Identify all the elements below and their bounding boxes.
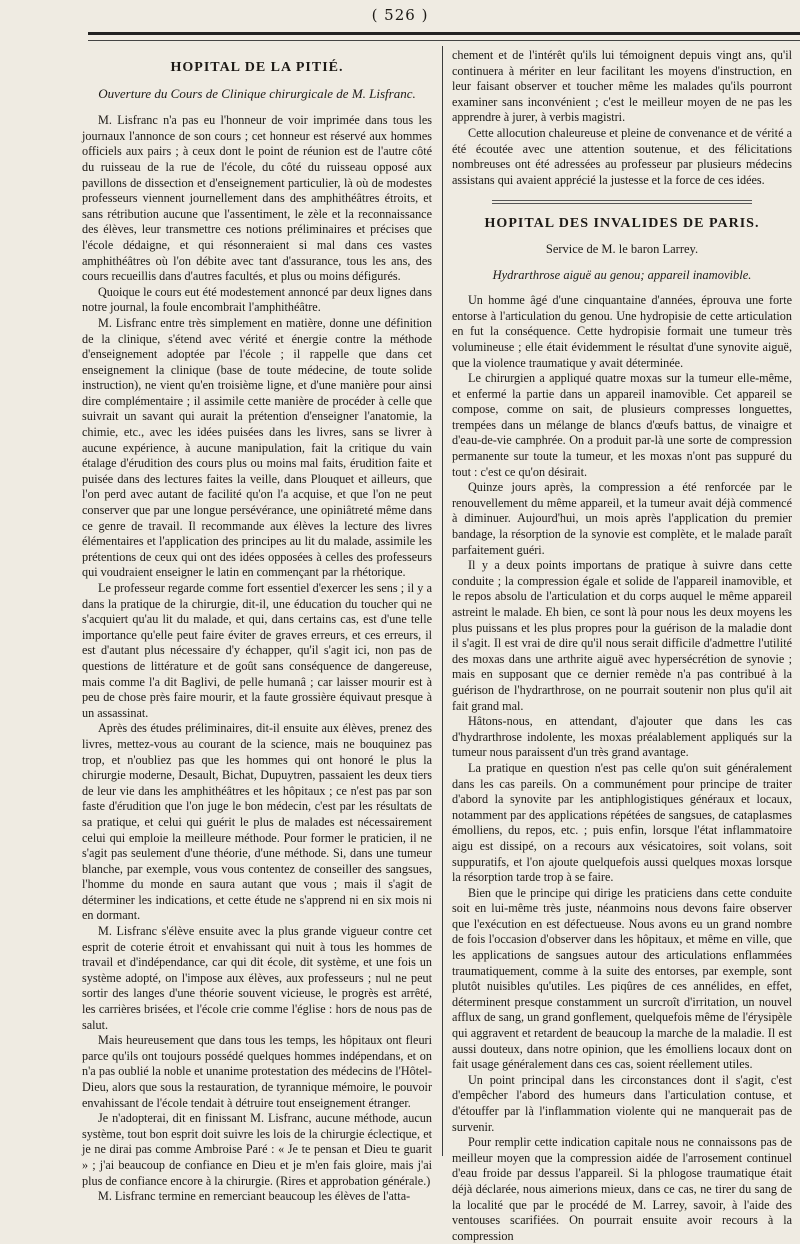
left-column bbox=[82, 52, 432, 1204]
article-title-pitie: HOPITAL DE LA PITIÉ. bbox=[170, 60, 344, 75]
paragraph: M. Lisfranc s'élève ensuite avec la plus grande vigueur contre cet esprit de coterie étroit et envahissant qui nuit à tous les hommes de travail et d'indépendance, car qui dit école, dit système, et une fois un système adopté, on l'impose aux élèves, aux professeurs ; nul ne peut sortir des langes d'une théorie souvent vicieuse, le progrès est arrêté, les carrières brisées, et l'école crie comme l'église : hors de nous pas de salut. bbox=[82, 924, 432, 1032]
article-subtitle-pitie: Ouverture du Cours de Clinique chirurgicale de M. Lisfranc. bbox=[98, 85, 416, 101]
paragraph: Mais heureusement que dans tous les temps, les hôpitaux ont fleuri parce qu'ils ont toujours possédé quelques hommes indépendans, et on n'a pas oublié la noble et unanime protestation des médecins de l'Hôtel-Dieu, alors que sous la restauration, de tyrannique mémoire, le pouvoir envahissant de l'école tendait à détruire tout enseignement étranger. bbox=[82, 1033, 432, 1110]
paragraph: M. Lisfranc termine en remerciant beaucoup les élèves de l'atta- bbox=[98, 1189, 411, 1204]
paragraph: Un homme âgé d'une cinquantaine d'années, éprouva une forte entorse à l'articulation du genou. Une hydropisie de cette articulation en fut la conséquence. Cette hydropisie formait une tumeur très volumineuse ; elle était évidemment le résultat d'une synovite aiguë, que la violence traumatique y avait déterminée. bbox=[452, 293, 792, 370]
paragraph: Il y a deux points importans de pratique à suivre dans cette conduite ; la compression égale et solide de l'appareil inamovible, et le repos absolu de l'articulation et du corps auquel le même appareil astreint le malade. Eh bien, ce sont là pour nous les deux moyens les plus puissans et les plus propres pour la guérison de la maladie dont il s'agit. Il est vrai de dire qu'il nous serait difficile d'admettre l'utilité des moxas dans une arthrite aiguë avec hypersécrétion de synovie ; mais en supposant que ce dernier remède n'a pas contribué à la guérison de l'hydrarthrose, on ne pourrait soutenir non plus qu'il ait fait grand mal. bbox=[452, 558, 792, 713]
paragraph: Pour remplir cette indication capitale nous ne connaissons pas de meilleur moyen que la compression aidée de l'arrosement continuel d'eau froide par dessus l'appareil. Si la phlogose traumatique était déjà déclarée, nous aimerions mieux, dans ce cas, ne tirer du sang de la localité que par le procédé de M. Larrey, savoir, à l'aide des ventouses scarifiées. On pourrait ensuite avoir recours à la compression bbox=[452, 1135, 792, 1243]
column-divider bbox=[442, 46, 443, 1156]
article-title-invalides: HOPITAL DES INVALIDES DE PARIS. bbox=[484, 216, 760, 232]
case-title: Hydrarthrose aiguë au genou; appareil inamovible. bbox=[492, 267, 752, 282]
paragraph: Un point principal dans les circonstances dont il s'agit, c'est d'empêcher l'abord des humeurs dans l'articulation contuse, et d'étouffer par là l'inflammation violente qui ne manquerait pas de survenir. bbox=[452, 1072, 792, 1134]
service-line: Service de M. le baron Larrey. bbox=[545, 241, 699, 256]
paragraph: Le professeur regarde comme fort essentiel d'exercer les sens ; il y a dans la pratique de la chirurgie, dit-il, une éducation du toucher qui ne s'acquiert qu'au lit du malade, et qui, dans certains cas, est d'une telle importance qu'elle peut faire éviter de graves erreurs, et ces erreurs, il est d'autant plus nécessaire d'y échapper, qu'il s'agit ici, non pas de questions de littérature et de goût sans conséquence de dangereuse, mais comme l'a dit Baglivi, de pelle humanâ ; car laisser mourir est à peu de chose près faire mourir, et la faute grossière équivaut presque à un assassinat. bbox=[82, 581, 432, 720]
paragraph: Bien que le principe qui dirige les praticiens dans cette conduite soit en lui-même très juste, néanmoins nous devons faire observer que l'exécution en est défectueuse. Nous avons eu un grand nombre de fois l'occasion d'observer dans les hôpitaux, et même en ville, que les applications de sangsues autour des articulations enflammées traumatiquement, comme à la suite des entorses, par exemple, sont plutôt nuisibles qu'utiles. Les piqûres de ces annélides, en effet, déterminent presque constamment un surcroît d'irritation, un nouvel afflux de sang, un grand gonflement, quelquefois même de l'érysipèle qui aggravent et retardent de beaucoup la marche de la maladie. Il est aussi douteux, dans notre opinion, que les émolliens locaux dont on fait usage généralement dans ces cas, soient réellement utiles. bbox=[452, 885, 792, 1072]
paragraph: Quoique le cours eut été modestement annoncé par deux lignes dans notre journal, la foule encombrait l'amphithéâtre. bbox=[82, 284, 432, 315]
section-separator bbox=[492, 200, 752, 204]
paragraph: Le chirurgien a appliqué quatre moxas sur la tumeur elle-même, et enfermé la partie dans un appareil inamovible. Cet appareil se compose, comme on sait, de plusieurs compresses longuettes, trempées dans un mélange de blancs d'œufs battus, de vinaigre et d'eau-de-vie camphrée. On a produit par-là une sorte de compression permanente sur toute la tumeur, et les moxas n'ont pas suppuré du tout : c'est ce qu'on désirait. bbox=[452, 371, 792, 479]
paragraph: Je n'adopterai, dit en finissant M. Lisfranc, aucune méthode, aucun système, tout bon esprit doit suivre les lois de la chirurgie éclectique, et je ne dirai pas comme Ambroise Paré : « Je te pensan et Dieu te guarit » ; j'ai beaucoup de confiance en Dieu et je m'en fais gloire, mais j'ai plus de confiance encore à la chirurgie. (Rires et approbation générale.) bbox=[82, 1111, 432, 1188]
paragraph: Hâtons-nous, en attendant, d'ajouter que dans les cas d'hydrarthrose indolente, les moxas préalablement appliqués sur la tumeur nous paraissent d'un très grand avantage. bbox=[452, 714, 792, 760]
paragraph: Quinze jours après, la compression a été renforcée par le renouvellement du même appareil, et la tumeur avait déjà commencé à diminuer. Aujourd'hui, un mois après l'application du premier bandage, la résorption de la synovie est complète, et le malade paraît parfaitement guéri. bbox=[452, 480, 792, 557]
right-column bbox=[452, 48, 792, 1243]
paragraph: Cette allocution chaleureuse et pleine de convenance et de vérité a été écoutée avec une attention soutenue, et des félicitations nombreuses ont été adressées au professeur par plusieurs médecins assistans qui avaient apprécié la justesse et la force de ces idées. bbox=[452, 125, 792, 187]
paragraph: Après des études préliminaires, dit-il ensuite aux élèves, prenez des livres, mettez-vous au courant de la science, mais ne bouquinez pas trop, et n'oubliez pas que les hommes qui ont honoré le plus la chirurgie moderne, Desault, Bichat, Dupuytren, passaient les deux tiers de leur vie dans les amphithéâtres et les hôpitaux ; ce n'est pas par son faste d'érudition que l'on juge le bon médecin, c'est par les résultats de sa pratique, et celui qui guérit le plus de malades est nécessairement celui qui emploie la meilleure méthode. Pour former le praticien, il ne s'agit pas seulement d'une théorie, d'une méthode. Si, dans une tumeur blanche, par exemple, vous vous contentez de conseiller des sangsues, l'homme du monde en saura autant que vous ; mais il s'agit de déterminer les indications, et cette étude ne s'apprend ni en six mois ni en dormant. bbox=[82, 721, 432, 923]
paragraph: M. Lisfranc entre très simplement en matière, donne une définition de la clinique, s'étend avec vérité et énergie contre la méthode d'enseignement adoptée par l'école ; il rappelle que dans cet enseignement la clinique (base de toute médecine, de toute solide instruction), ne vient qu'en troisième ligne, et d'une manière pour ainsi dire complémentaire ; il assimile cette manière de procéder à celle que suivrait un savant qui aurait la prétention d'enseigner l'anatomie, la chimie, etc., avec les idées puisées dans les livres, sans se livrer à aucune expérience, à aucune manipulation, fait la critique du vain étalage d'érudition des cours plus ou moins mal faits, érudition faite et puisée dans des lectures faites la veille, dans Plouquet et ailleurs, que l'on perd avec autant de facilité qu'on l'a acquise, et que l'on ne peut conserver que par une longue persévérance, une opiniâtreté même dans ce genre de travail. Il recommande aux élèves la lecture des livres élémentaires et l'application des principes au lit du malade, assimile les prétentions de ceux qui ont des idées opposées à celles des professeurs qui voudraient enseigner le latin en commençant par la rhétorique. bbox=[82, 315, 432, 580]
paragraph: chement et de l'intérêt qu'ils lui témoignent depuis vingt ans, qu'il continuera à mériter en leur facilitant les moyens d'instruction, en leur faisant observer et toucher même les malades qu'ils pourront examiner sans inconvénient ; c'est le meilleur moyen de ne pas les apprendre à jurer, à verbis magistri. bbox=[452, 48, 792, 125]
paragraph: M. Lisfranc n'a pas eu l'honneur de voir imprimée dans tous les journaux l'annonce de son cours ; cet honneur est réservé aux hommes officiels aux pairs ; à ceux dont le point de réunion est de l'autre côté du ruisseau de la rue de l'école, du côté du ruisseau opposé aux pavillons de dissection et d'enseignement particulier, là où de modestes professeurs viennent journellement dans des amphithéâtres étroits, et sans rétribution aucune que l'assentiment, le zèle et la reconnaissance des élèves, leur transmettre ces notions préliminaires et précises que l'école dédaigne, et qui résonneraient si mal dans ces vastes amphithéâtres où l'on débite avec tant d'assurance, tous les ans, des cours recueillis dans d'autres facultés, et plus ou moins défigurés. bbox=[82, 113, 432, 284]
page-number: ( 526 ) bbox=[371, 6, 429, 24]
paragraph: La pratique en question n'est pas celle qu'on suit généralement dans les cas pareils. On a communément pour principe de traiter d'abord la synovite par les antiphlogistiques généraux et locaux, notamment par des applications répétées de sangsues, de cataplasmes émolliens, du repos, etc. ; puis enfin, lorsque l'état inflammatoire aigu est dissipé, on a recours aux vésicatoires, soit volans, soit suppuratifs, et l'on ajoute quelquefois aussi quelques moxas lorsque la résorption tarde trop à se faire. bbox=[452, 760, 792, 885]
header-rule bbox=[88, 32, 800, 41]
